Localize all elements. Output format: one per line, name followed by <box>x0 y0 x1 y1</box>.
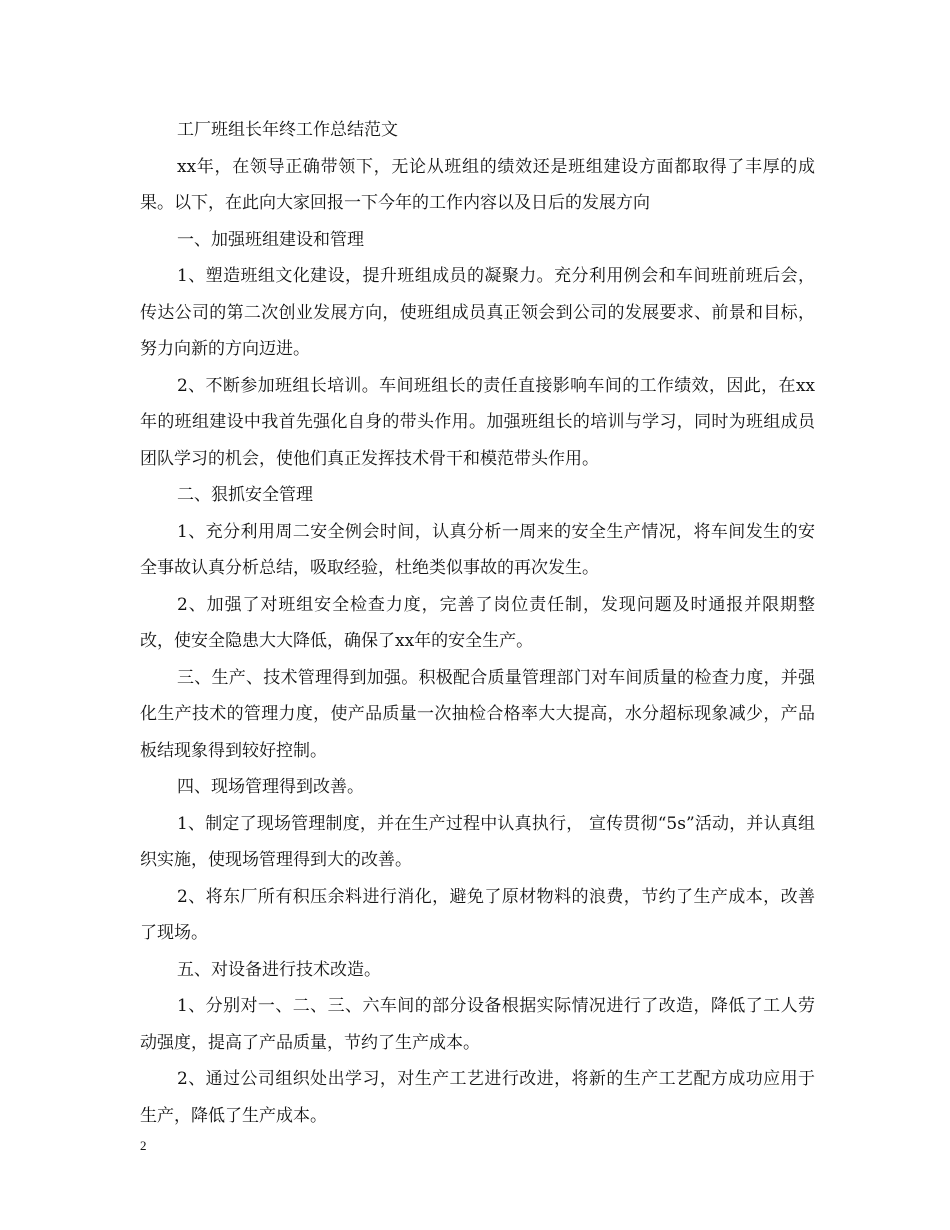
page-number: 2 <box>140 1138 147 1153</box>
paragraph: 2、将东厂所有积压余料进行消化，避免了原材物料的浪费，节约了生产成本，改善了现场。 <box>140 886 815 943</box>
paragraph: 2、不断参加班组长培训。车间班组长的责任直接影响车间的工作绩效，因此，在xx年的班组建设中我首先强化自身的带头作用。加强班组长的培训与学习，同时为班组成员团队学习的机会，使他们真正发挥技术骨干和模范带头作用。 <box>140 375 815 469</box>
paragraph: 1、分别对一、二、三、六车间的部分设备根据实际情况进行了改造，降低了工人劳动强度，提高了产品质量，节约了生产成本。 <box>140 996 815 1053</box>
section-heading-5: 五、对设备进行技术改造。 <box>177 959 381 980</box>
document-title: 工厂班组长年终工作总结范文 <box>177 120 398 140</box>
paragraph: 2、通过公司组织处出学习，对生产工艺进行改进，将新的生产工艺配方成功应用于生产，降低了生产成本。 <box>140 1069 815 1126</box>
section-heading-2: 二、狠抓安全管理 <box>177 485 313 505</box>
paragraph: 1、塑造班组文化建设，提升班组成员的凝聚力。充分利用例会和车间班前班后会，传达公司的第二次创业发展方向，使班组成员真正领会到公司的发展要求、前景和目标，努力向新的方向迈进。 <box>140 266 815 359</box>
paragraph: 1、制定了现场管理制度，并在生产过程中认真执行， 宣传贯彻“5s”活动，并认真组织实施，使现场管理得到大的改善。 <box>140 813 815 870</box>
section-heading-4: 四、现场管理得到改善。 <box>177 777 364 797</box>
section-heading-1: 一、加强班组建设和管理 <box>177 229 364 250</box>
intro-paragraph: xx年，在领导正确带领下，无论从班组的绩效还是班组建设方面都取得了丰厚的成果。以下，在此向大家回报一下今年的工作内容以及日后的发展方向 <box>140 156 815 213</box>
document-body <box>140 112 815 1134</box>
section-heading-3: 三、生产、技术管理得到加强。积极配合质量管理部门对车间质量的检查力度，并强化生产技术的管理力度，使产品质量一次抽检合格率大大提高，水分超标现象减少，产品板结现象得到较好控制。 <box>140 667 815 761</box>
paragraph: 2、加强了对班组安全检查力度，完善了岗位责任制，发现问题及时通报并限期整改，使安全隐患大大降低，确保了xx年的安全生产。 <box>140 594 815 651</box>
paragraph: 1、充分利用周二安全例会时间，认真分析一周来的安全生产情况，将车间发生的安全事故认真分析总结，吸取经验，杜绝类似事故的再次发生。 <box>140 521 815 578</box>
